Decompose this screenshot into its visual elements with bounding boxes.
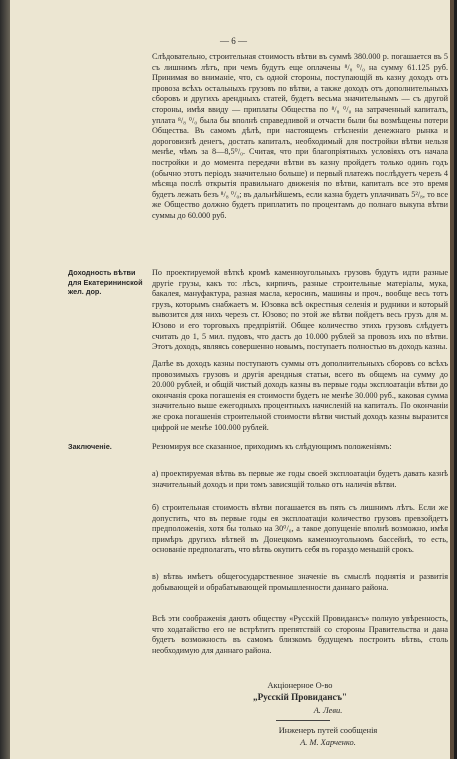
paragraph-summary-intro: Резюмируя все сказанное, приходимъ къ слѣдующимъ положеніямъ: [152,442,392,451]
page-number: — 6 — [220,36,247,46]
signature-divider [276,720,330,721]
signature-kharchenko: А. М. Харченко. [300,738,356,747]
signer-role: Инженеръ путей сообщенія [278,726,378,735]
paragraph-final: Всѣ эти соображенія даютъ обществу «Русскій Провидансъ» полную увѣренность, что ходатайство его не встрѣтитъ препятствій со стороны Правительства и дана будетъ возможность въ самомъ близкомъ будущемъ построить вѣтвь, столь необходимую для даннаго района. [152,614,448,655]
paragraph-cost-payback: Слѣдовательно, строительная стоимость вѣтви въ суммѣ 380.000 р. погашается въ 5 съ лишнимъ лѣтъ, при чемъ будутъ еще оплачены ⁸/₈ ⁰/₀ на сумму 61.125 руб. Принимая во вниманіе, что, съ одной стороны, поступающій въ казну доходъ отъ провоза всѣхъ остальныхъ грузовъ по вѣтви, а также доходъ отъ дополнительныхъ сборовъ и другихъ арендныхъ статей, будетъ весьма значительнымъ — съ другой стороны, имѣя ввиду — приплаты Общества по ⁸/₈ ⁰/₀ на затраченный капиталъ, уплата ⁸/₈ ⁰/₀ была бы вполнѣ справедливой и отчасти были бы возмѣщены потери Общества. Въ самомъ дѣлѣ, при настоящемъ стѣсненіи денежнаго рынка и дороговизнѣ денегъ, достать капиталъ, необходимый для постройки вѣтви нельзя менѣе, чѣмъ за 8—8,5⁰/₀. Считая, что при благопріятныхъ условіяхъ отъ начала постройки и до момента передачи вѣтви въ казну пройдетъ только одинъ годъ (обычно этотъ періодъ значительно больше) и первый платежъ послѣдуетъ черезъ 4 мѣсяца послѣ открытія правильнаго движенія по вѣтви, капиталъ все это время будетъ лежать безъ ⁸/₈ ⁰/₀; въ дальнѣйшемъ, если казна будетъ уплачивать 5²/₈, то все же Общество должно будетъ приплатить по процентамъ до полнаго выкупа вѣтви суммы до 60.000 руб. [152,52,448,220]
paragraph-other-freight: По проектируемой вѣткѣ кромѣ каменноугольныхъ грузовъ будутъ идти разные другіе грузы, какъ то: лѣсъ, кирпичъ, разные строительные матеріалы, мука, бакалея, мануфактура, разная масла, керосинъ, машины и проч., вообще весь тотъ грузъ, которымъ снабжаетъ м. Юзовка всѣ окрестныя селенія и рудники и который вывозится для нихъ черезъ ст. Юзово; по этой же вѣтви пойдетъ весь грузъ для м. Юзово и его торговыхъ предпріятій. Общее количество этихъ грузовъ слѣдуетъ считать до 1, 5 мил. пудовъ, что дастъ до 10.000 рублей за провозъ ихъ по вѣтви. Этотъ доходъ, являясь совершенно новымъ, поступаетъ полностью въ доходъ казны. [152,268,448,352]
paragraph-treasury-income: Далѣе въ доходъ казны поступаютъ суммы отъ дополнительныхъ сборовъ со всѣхъ провозимыхъ грузовъ и другія арендныя статьи, всего въ общемъ на сумму до 20.000 рублей, и общій чистый доходъ казны въ первые годы эксплоатаціи вѣтви до окончанія срока погашенія ея стоимости будетъ не менѣе 30.000 руб., каковая сумма значительно выше ежегодныхъ процентныхъ начисленій на капиталъ. По окончаніи же срока погашенія строительной стоимости вѣтви чистый доходъ казны выразится цифрой не менѣе 100.000 рублей. [152,359,448,432]
conclusion-item-a: а) проектируемая вѣтвь въ первые же годы своей эксплоатаціи будетъ давать казнѣ значительный доходъ и при томъ зависящій только отъ наличія вѣтви. [152,469,448,489]
company-line: Акціонерное О-во [267,681,333,690]
conclusion-item-c: в) вѣтвь имѣетъ общегосударственное значеніе въ смыслѣ поднятія и развитія добывающей и обрабатывающей промышленности даннаго района. [152,572,448,592]
company-name: „Русскій Провидансъ" [252,692,348,702]
sidebar-heading-income: Доходность вѣтви для Екатерининской жел. дор. [68,268,143,296]
document-page [10,0,457,759]
sidebar-heading-conclusion: Заключеніе. [68,442,112,451]
book-gutter [0,0,10,759]
conclusion-item-b: б) строительная стоимость вѣтви погашается въ пять съ лишнимъ лѣтъ. Если же допустить, что въ первые годы ея эксплоатаціи количество грузовъ превзойдетъ предположенія, хотя бы только на 30⁰/₀, а такое допущеніе вполнѣ возможно, имѣя примѣръ другихъ вѣтвей въ Донецкомъ каменноугольномъ бассейнѣ, то есть, основаніе предполагать, что вѣтвь окупитъ себя въ гораздо меньшій срокъ. [152,503,448,555]
signature-levi: А. Леви. [313,706,343,715]
